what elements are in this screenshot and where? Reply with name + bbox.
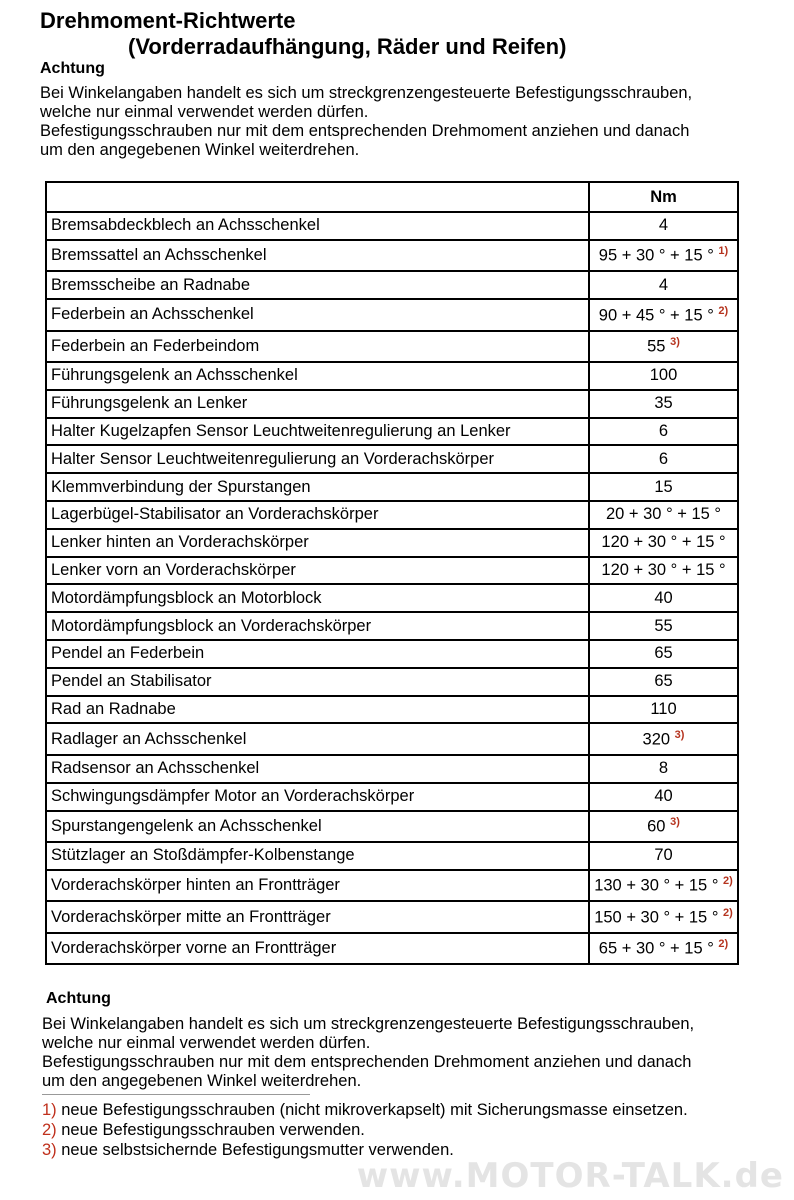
table-row	[46, 811, 738, 843]
table-row	[46, 755, 738, 783]
note-line: Bei Winkelangaben handelt es sich um streckgrenzengesteuerte Befestigungsschrauben,	[40, 84, 693, 102]
torque-table	[45, 181, 739, 965]
row-label: Spurstangengelenk an Achsschenkel	[46, 811, 589, 843]
row-value	[589, 696, 738, 724]
footnote-marker: 2)	[718, 304, 729, 317]
row-value	[589, 584, 738, 612]
table-row	[46, 529, 738, 557]
torque-value: 55	[647, 337, 666, 356]
row-label: Stützlager an Stoßdämpfer-Kolbenstange	[46, 842, 589, 870]
table-row	[46, 668, 738, 696]
row-value	[589, 668, 738, 696]
footnote-divider	[42, 1094, 310, 1095]
warning-note-top	[40, 84, 780, 160]
row-value	[589, 612, 738, 640]
row-label: Lenker hinten an Vorderachskörper	[46, 529, 589, 557]
row-value	[589, 640, 738, 668]
table-row	[46, 473, 738, 501]
torque-value: 320	[642, 730, 671, 749]
torque-value: 150 + 30 ° + 15 °	[594, 908, 719, 927]
torque-value: 40	[654, 787, 673, 806]
table-row	[46, 299, 738, 331]
table-row	[46, 640, 738, 668]
torque-value: 65	[654, 644, 673, 663]
table-row	[46, 901, 738, 933]
achtung-heading-bottom: Achtung	[46, 990, 111, 1007]
achtung-heading-top: Achtung	[40, 60, 105, 77]
torque-value: 8	[658, 759, 669, 778]
torque-value: 65	[654, 672, 673, 691]
table-row	[46, 842, 738, 870]
note-line: Bei Winkelangaben handelt es sich um streckgrenzengesteuerte Befestigungsschrauben,	[42, 1015, 695, 1033]
torque-value: 130 + 30 ° + 15 °	[594, 876, 719, 895]
row-label: Pendel an Stabilisator	[46, 668, 589, 696]
footnote-marker: 3)	[670, 816, 680, 829]
torque-value: 40	[654, 588, 673, 607]
row-value	[589, 755, 738, 783]
row-label: Führungsgelenk an Lenker	[46, 390, 589, 418]
row-value	[589, 331, 738, 363]
table-header-row	[46, 182, 738, 212]
torque-value: 15	[654, 477, 673, 496]
header-label-cell	[46, 182, 589, 212]
row-label: Bremssattel an Achsschenkel	[46, 240, 589, 272]
row-value	[589, 473, 738, 501]
footnote-number: 1)	[42, 1101, 57, 1119]
torque-value: 60	[647, 817, 666, 836]
row-label: Vorderachskörper vorne an Frontträger	[46, 933, 589, 965]
row-value	[589, 418, 738, 446]
footnote-text: neue selbstsichernde Befestigungsmutter verwenden.	[56, 1141, 454, 1159]
row-value	[589, 842, 738, 870]
table-row	[46, 723, 738, 755]
table-row	[46, 783, 738, 811]
row-value	[589, 901, 738, 933]
table-row	[46, 240, 738, 272]
torque-value: 6	[658, 422, 669, 441]
torque-value: 20 + 30 ° + 15 °	[605, 505, 722, 524]
note-line: um den angegebenen Winkel weiterdrehen.	[40, 141, 360, 159]
row-value	[589, 723, 738, 755]
row-label: Halter Kugelzapfen Sensor Leuchtweitenregulierung an Lenker	[46, 418, 589, 446]
row-value	[589, 240, 738, 272]
table-row	[46, 501, 738, 529]
row-label: Bremsscheibe an Radnabe	[46, 271, 589, 299]
row-label: Bremsabdeckblech an Achsschenkel	[46, 212, 589, 240]
row-value	[589, 390, 738, 418]
torque-value: 120 + 30 ° + 15 °	[601, 561, 726, 580]
table-row	[46, 445, 738, 473]
note-line: welche nur einmal verwendet werden dürfen.	[42, 1034, 371, 1052]
table-row	[46, 271, 738, 299]
row-value	[589, 811, 738, 843]
row-label: Federbein an Achsschenkel	[46, 299, 589, 331]
row-value	[589, 445, 738, 473]
torque-value: 120 + 30 ° + 15 °	[601, 533, 726, 552]
row-label: Vorderachskörper mitte an Frontträger	[46, 901, 589, 933]
torque-value: 100	[649, 366, 678, 385]
page-title-line1: Drehmoment-Richtwerte	[40, 8, 296, 33]
warning-note-bottom	[42, 1015, 782, 1091]
footnote-marker: 2)	[723, 906, 733, 919]
row-value	[589, 557, 738, 585]
row-label: Lagerbügel-Stabilisator an Vorderachskörper	[46, 501, 589, 529]
row-value	[589, 783, 738, 811]
row-label: Motordämpfungsblock an Vorderachskörper	[46, 612, 589, 640]
torque-value: 65 + 30 ° + 15 °	[598, 939, 714, 958]
row-label: Radsensor an Achsschenkel	[46, 755, 589, 783]
note-line: um den angegebenen Winkel weiterdrehen.	[42, 1072, 362, 1090]
table-row	[46, 933, 738, 965]
row-label: Vorderachskörper hinten an Frontträger	[46, 870, 589, 902]
footnote-1	[42, 1100, 688, 1120]
torque-value: 4	[658, 216, 669, 235]
row-value	[589, 529, 738, 557]
table-row	[46, 870, 738, 902]
torque-value: 55	[654, 616, 673, 635]
row-label: Motordämpfungsblock an Motorblock	[46, 584, 589, 612]
footnotes	[42, 1100, 688, 1160]
row-value	[589, 271, 738, 299]
torque-value: 4	[658, 275, 669, 294]
table-row	[46, 331, 738, 363]
table-row	[46, 418, 738, 446]
torque-value: 70	[654, 846, 673, 865]
page-title-line2: (Vorderradaufhängung, Räder und Reifen)	[128, 34, 567, 59]
footnote-marker: 2)	[723, 875, 733, 888]
footnote-2	[42, 1120, 688, 1140]
table-row	[46, 390, 738, 418]
table-row	[46, 696, 738, 724]
row-label: Lenker vorn an Vorderachskörper	[46, 557, 589, 585]
row-label: Halter Sensor Leuchtweitenregulierung an Vorderachskörper	[46, 445, 589, 473]
row-value	[589, 299, 738, 331]
footnote-marker: 1)	[718, 245, 729, 258]
table-row	[46, 612, 738, 640]
row-value	[589, 362, 738, 390]
torque-value: 90 + 45 ° + 15 °	[598, 306, 714, 325]
footnote-number: 3)	[42, 1141, 57, 1159]
row-label: Federbein an Federbeindom	[46, 331, 589, 363]
footnote-marker: 3)	[670, 336, 680, 349]
footnote-text: neue Befestigungsschrauben (nicht mikroverkapselt) mit Sicherungsmasse einsetzen.	[56, 1101, 688, 1119]
table-row	[46, 557, 738, 585]
row-value	[589, 870, 738, 902]
footnote-number: 2)	[42, 1121, 57, 1139]
torque-value: 95 + 30 ° + 15 °	[598, 246, 714, 265]
note-line: Befestigungsschrauben nur mit dem entsprechenden Drehmoment anziehen und danach	[40, 122, 690, 140]
footnote-marker: 3)	[674, 728, 685, 741]
table-row	[46, 212, 738, 240]
torque-value: 6	[658, 449, 669, 468]
row-label: Radlager an Achsschenkel	[46, 723, 589, 755]
note-line: welche nur einmal verwendet werden dürfen.	[40, 103, 369, 121]
table-row	[46, 584, 738, 612]
header-nm-cell: Nm	[589, 182, 738, 212]
row-value	[589, 212, 738, 240]
watermark: www.MOTOR-TALK.de	[356, 1156, 784, 1196]
footnote-marker: 2)	[718, 938, 729, 951]
torque-value: 35	[654, 394, 673, 413]
row-label: Führungsgelenk an Achsschenkel	[46, 362, 589, 390]
footnote-text: neue Befestigungsschrauben verwenden.	[56, 1121, 365, 1139]
row-label: Rad an Radnabe	[46, 696, 589, 724]
torque-value: 110	[650, 700, 677, 719]
row-value	[589, 501, 738, 529]
table-row	[46, 362, 738, 390]
row-label: Pendel an Federbein	[46, 640, 589, 668]
note-line: Befestigungsschrauben nur mit dem entsprechenden Drehmoment anziehen und danach	[42, 1053, 692, 1071]
row-label: Klemmverbindung der Spurstangen	[46, 473, 589, 501]
row-label: Schwingungsdämpfer Motor an Vorderachskörper	[46, 783, 589, 811]
row-value	[589, 933, 738, 965]
